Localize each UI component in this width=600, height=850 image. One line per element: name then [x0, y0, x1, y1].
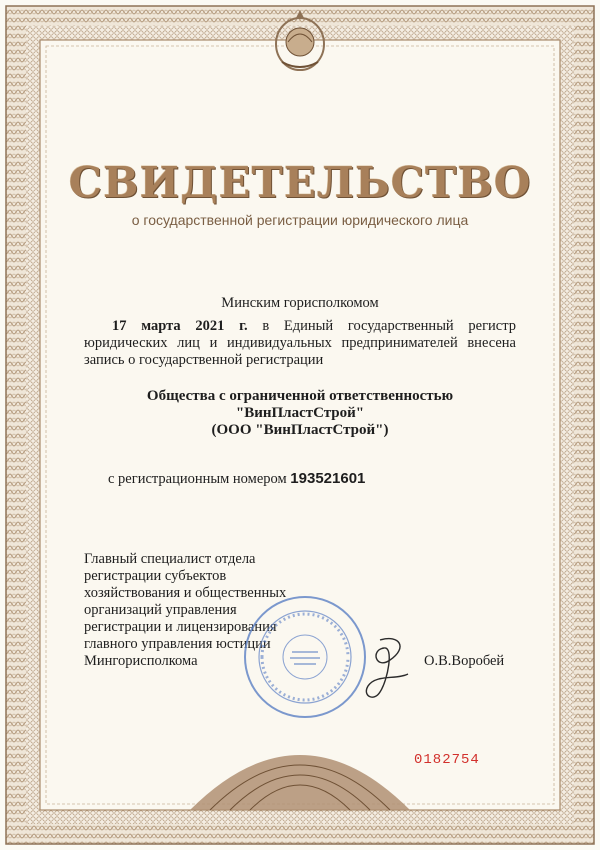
registration-number: 193521601	[290, 470, 366, 487]
state-emblem-icon	[270, 6, 330, 76]
position-line-4: организаций управления	[84, 602, 237, 618]
position-line-3: хозяйствования и общественных	[84, 585, 287, 601]
position-line-5: регистрации и лицензирования	[84, 619, 277, 635]
certificate-title: СВИДЕТЕЛЬСТВО	[68, 158, 532, 207]
certificate-subtitle: о государственной регистрации юридического лица	[131, 212, 469, 228]
company-line-3: (ООО "ВинПластСтрой")	[211, 422, 389, 438]
position-line-1: Главный специалист отдела	[84, 551, 256, 567]
company-line-1: Общества с ограниченной ответственностью	[146, 388, 454, 404]
serial-number: 0182754	[414, 752, 480, 768]
paragraph-line-1	[84, 318, 516, 335]
registration-number-line	[108, 470, 365, 488]
signer-name: О.В.Воробей	[424, 653, 505, 669]
position-line-2: регистрации субъектов	[84, 568, 227, 584]
position-line-6: главного управления юстиции	[84, 636, 271, 652]
paragraph-line-1-text: в Единый государственный регистр	[247, 318, 516, 334]
paragraph-line-2: юридических лиц и индивидуальных предпринимателей внесена	[84, 335, 516, 351]
issuing-authority: Минским горисполкомом	[221, 295, 379, 311]
company-line-2: "ВинПластСтрой"	[235, 405, 365, 421]
registration-number-label: с регистрационным номером	[108, 471, 291, 487]
position-line-7: Мингорисполкома	[84, 653, 198, 669]
paragraph-line-3: запись о государственной регистрации	[84, 352, 324, 368]
company-name-block	[0, 388, 600, 439]
registration-paragraph	[84, 318, 516, 369]
handwritten-signature	[350, 630, 420, 710]
registration-date: 17 марта 2021 г.	[112, 318, 248, 334]
